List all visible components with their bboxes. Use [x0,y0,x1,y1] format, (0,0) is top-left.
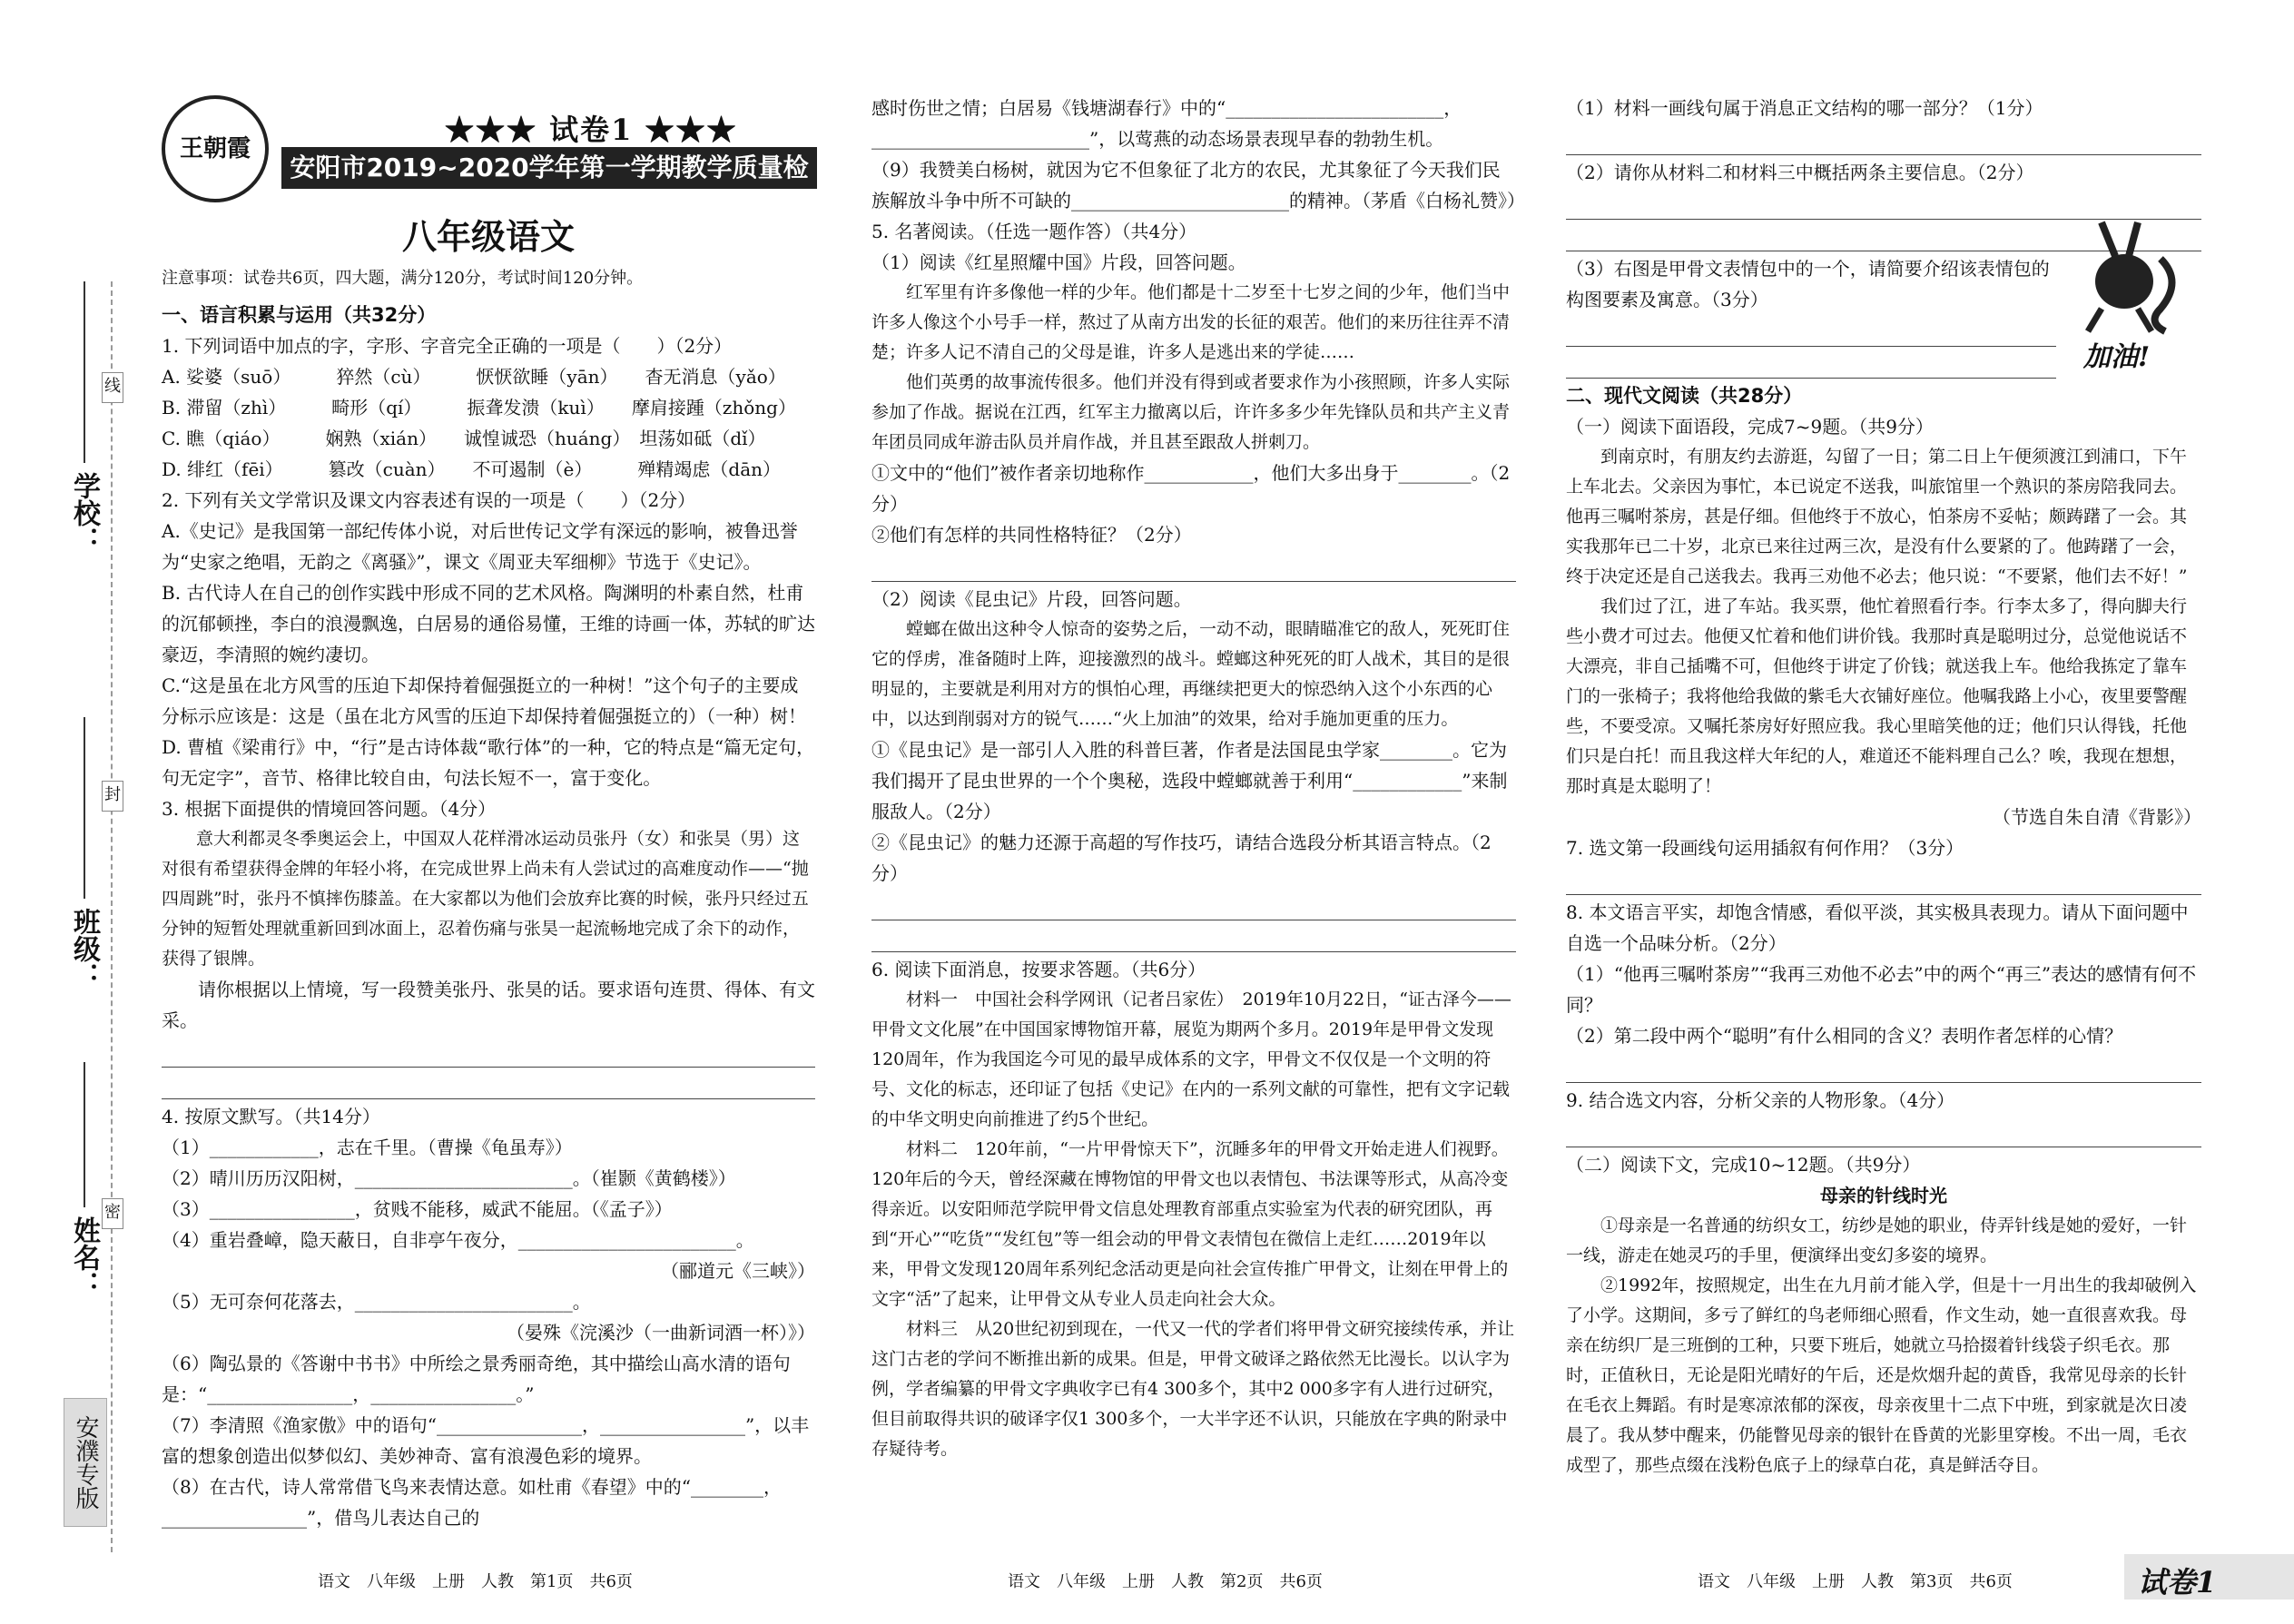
footer-page-3: 语文 八年级 上册 人教 第3页 共6页 [1698,1572,2013,1591]
q7-answer-line[interactable] [1566,865,2201,895]
exam-title: 安阳市2019~2020学年第一学期教学质量检测试卷 [281,147,817,189]
seal-secret-mark: 密 [102,1198,123,1229]
q5-1-sub-1[interactable]: ①文中的“他们”被作者亲切地称作____________，他们大多出身于________。（2分） [871,462,1511,515]
publisher-logo: 王朝霞 [162,95,269,202]
q2-option-d[interactable]: D. 曹植《梁甫行》中，“行”是古诗体裁“歌行体”的一种，它的特点是“篇无定句，句无定字”，音节、格律比较自由，句法长短不一，富于变化。 [162,736,815,789]
seal-line-mark: 线 [102,372,123,403]
column-1 [162,300,815,1533]
exam-number-label: ★★★ 试卷1 ★★★ [445,113,738,147]
reading-1-source: （节选自朱自清《背影》） [1993,806,2201,828]
section-heading-1: 一、语言积累与运用（共32分） [162,304,437,326]
q1-option-d[interactable]: D. 绯红（fēi） 篡改（cuàn） 不可遏制（è） 殚精竭虑（dān） [162,458,782,480]
question-2: 2. 下列有关文学常识及课文内容表述有误的一项是（ ）（2分） [162,489,696,511]
question-4: 4. 按原文默写。（共14分） [162,1106,380,1127]
q2-option-c[interactable]: C.“这是虽在北方风雪的压迫下却保持着倔强挺立的一种树！”这个句子的主要成分标示应该是：这是（虽在北方风雪的压迫下却保持着倔强挺立的）（一种）树！ [162,674,806,727]
q4-item-5[interactable]: （5）无可奈何花落去，________________________。 [162,1291,591,1313]
subject-title: 八年级语文 [401,217,575,257]
q6-sub-3: （3）右图是甲骨文表情包中的一个，请简要介绍该表情包的构图要素及寓意。（3分） [1566,258,2050,310]
q4-item-4[interactable]: （4）重岩叠嶂，隐天蔽日，自非亭午夜分，________________________。 [162,1229,754,1251]
q6-3-answer-line[interactable] [1566,349,2056,379]
question-5: 5. 名著阅读。（任选一题作答）（共4分） [871,221,1197,242]
q1-option-a[interactable]: A. 娑婆（suō） 猝然（cù） 恹恹欲睡（yān） 杳无消息（yǎo） [162,366,786,388]
class-label: 班级： [68,908,100,989]
question-7: 7. 选文第一段画线句运用插叙有何作用？（3分） [1566,837,1964,859]
question-9: 9. 结合选文内容，分析父亲的人物形象。（4分） [1566,1089,1955,1111]
q2-option-a[interactable]: A.《史记》是我国第一部纪传体小说，对后世传记文学有深远的影响，被鲁迅誉为“史家之绝唱，无韵之《离骚》”，课文《周亚夫军细柳》节选于《史记》。 [162,520,798,573]
q6-sub-2: （2）请你从材料二和材料三中概括两条主要信息。（2分） [1566,162,2034,183]
reading-2-heading: 母亲的针线时光 [1820,1185,1947,1206]
q5-2-sub-1[interactable]: ①《昆虫记》是一部引人入胜的科普巨著，作者是法国昆虫学家________。它为我们揭开了昆虫世界的一个个奥秘，选段中螳螂就善于利用“____________”来制服敌人。（2分） [871,739,1508,822]
q4-item-1[interactable]: （1）____________，志在千里。（曹操《龟虽寿》） [162,1137,573,1158]
q5-1-title: （1）阅读《红星照耀中国》片段，回答问题。 [871,251,1246,273]
q1-option-b[interactable]: B. 滞留（zhì） 畸形（qí） 振聋发溃（kuì） 摩肩接踵（zhǒng） [162,397,796,418]
q3-passage: 意大利都灵冬季奥运会上，中国双人花样滑冰运动员张丹（女）和张昊（男）这对很有希望获得金牌的年轻小将，在完成世界上尚未有人尝试过的高难度动作——“抛四周跳”时，张丹不慎摔伤膝盖。在大家都以为他们会放弃比赛的时候，张丹只经过五分钟的短暂处理就重新回到冰面上，忍着伤痛与张昊一起流畅地完成了余下的动作，获得了银牌。 [162,829,809,969]
binding-strip [0,0,145,1624]
q5-1-passage-1: 红军里有许多像他一样的少年。他们都是十二岁至十七岁之间的少年，他们当中许多人像这个小号手一样，熬过了从南方出发的长征的艰苦。他们的来历往往弄不清楚；许多人记不清自己的父母是谁，许多人是逃出来的学徒…… [871,282,1511,362]
column-2 [871,93,1525,1464]
name-label: 姓名： [68,1216,100,1298]
q9-answer-line[interactable] [1566,1117,2201,1147]
seal-seal-mark: 封 [102,781,123,812]
q3-prompt: 请你根据以上情境，写一段赞美张丹、张昊的话。要求语句连贯、得体、有文采。 [162,979,815,1031]
q4-item-4-source: （郦道元《三峡》） [661,1260,815,1282]
q5-2-answer-line[interactable] [871,891,1516,920]
q6-1-answer-line[interactable] [1566,125,2201,155]
school-label: 学校： [68,472,100,554]
q5-2-answer-line[interactable] [871,922,1516,952]
footer-page-1: 语文 八年级 上册 人教 第1页 共6页 [318,1572,633,1591]
q5-1-passage-2: 他们英勇的故事流传很多。他们并没有得到或者要求作为小孩照顾，许多人实际参加了作战。据说在江西，红军主力撤离以后，许许多多少年先锋队员和共产主义青年团员同成年游击队员并肩作战，并且甚至跟敌人拼刺刀。 [871,372,1511,452]
q8-answer-line[interactable] [1566,1053,2201,1083]
q1-option-c[interactable]: C. 瞧（qiáo） 娴熟（xián） 诚惶诚恐（huáng） 坦荡如砥（dǐ） [162,428,766,449]
section-heading-2: 二、现代文阅读（共28分） [1566,385,1803,407]
emoji-caption: 加油! [2083,341,2151,373]
q4-item-5-source: （晏殊《浣溪沙（一曲新词酒一杯）》） [507,1322,815,1343]
q2-option-b[interactable]: B. 古代诗人在自己的创作实践中形成不同的艺术风格。陶渊明的朴素自然，杜甫的沉郁顿挫，李白的浪漫飘逸，白居易的通俗易懂，王维的诗画一体，苏轼的旷达豪迈，李清照的婉约凄切。 [162,582,815,665]
q3-answer-line[interactable] [162,1069,815,1099]
reading-1-para-2: 我们过了江，进了车站。我买票，他忙着照看行李。行李太多了，得向脚夫行些小费才可过去。他便又忙着和他们讲价钱。我那时真是聪明过分，总觉他说话不大漂亮，非自己插嘴不可，但他终于讲定了价钱；就送我上车。他给我拣定了靠车门的一张椅子；我将他给我做的紫毛大衣铺好座位。他嘱我路上小心，夜里要警醒些，不要受凉。又嘱托茶房好好照应我。我心里暗笑他的迂；他们只认得钱，托他们只是白托！而且我这样大年纪的人，难道还不能料理自己么？唉，我现在想想，那时真是太聪明了！ [1566,596,2188,796]
q5-1-answer-line[interactable] [871,552,1516,582]
material-1: 材料一 中国社会科学网讯（记者吕家佐） 2019年10月22日，“证古泽今——甲骨文文化展”在中国国家博物馆开幕，展览为期两个多月。2019年是甲骨文发现120周年，作为我国迄今可见的最早成体系的文字，甲骨文不仅仅是一个文明的符号、文化的标志，还印证了包括《史记》在内的一系列文献的可靠性，把有文字记载的中华文明史向前推进了约5个世纪。 [871,989,1511,1129]
q4-item-8[interactable]: （8）在古代，诗人常常借飞鸟来表情达意。如杜甫《春望》中的“________，________________”，借鸟儿表达自己的 [162,1476,782,1529]
reading-1-para-1: 到南京时，有朋友约去游逛，勾留了一日；第二日上午便须渡江到浦口，下午上车北去。父亲因为事忙，本已说定不送我，叫旅馆里一个熟识的茶房陪我同去。他再三嘱咐茶房，甚是仔细。但他终于不放心，怕茶房不妥帖；颇踌躇了一会。其实我那年已二十岁，北京已来往过两三次，是没有什么要紧的了。他踌躇了一会，终于决定还是自己送我去。我再三劝他不必去；他只说：“不要紧，他们去不好！” [1566,447,2188,586]
q6-2-answer-line[interactable] [1566,190,2201,220]
binding-dashed-line [111,281,113,1552]
q4-item-9[interactable]: （9）我赞美白杨树，就因为它不但象征了北方的农民，尤其象征了今天我们民族解放斗争中所不可缺的________________________的精神。（茅盾《白杨礼赞》） [871,159,1525,212]
edition-badge: 安濮专版 [64,1398,107,1527]
reading-2-para-1: ①母亲是一名普通的纺织女工，纺纱是她的职业，侍弄针线是她的爱好，一针一线，游走在她灵巧的手里，便演绎出变幻多姿的境界。 [1566,1216,2188,1265]
q3-answer-line[interactable] [162,1038,815,1068]
q6-sub-1: （1）材料一画线句属于消息正文结构的哪一部分？（1分） [1566,97,2043,119]
name-blank[interactable] [84,1062,85,1207]
reading-2-para-2: ②1992年，按照规定，出生在九月前才能入学，但是十一月出生的我却破例入了小学。这期间，多亏了鲜红的鸟老师细心照看，作文生动，她一直很喜欢我。母亲在纺织厂是三班倒的工种，只要下班后，她就立马拾掇着针线袋子织毛衣。那时，正值秋日，无论是阳光晴好的午后，还是炊烟升起的黄昏，我常见母亲的长针在毛衣上舞蹈。有时是寒凉浓郁的深夜，母亲夜里十二点下中班，到家就是次日凌晨了。我从梦中醒来，仍能瞥见母亲的银针在昏黄的光影里穿梭。不出一周，毛衣成型了，那些点缀在浅粉色底子上的绿草白花，真是鲜活夺目。 [1566,1275,2197,1475]
q4-item-7[interactable]: （7）李清照《渔家傲》中的语句“________________，________________”，以丰富的想象创造出似梦似幻、美妙神奇、富有浪漫色彩的境界。 [162,1414,810,1467]
material-2: 材料二 120年前，“一片甲骨惊天下”，沉睡多年的甲骨文开始走进人们视野。120年后的今天，曾经深藏在博物馆的甲骨文也以表情包、书法课等形式，从高冷变得亲近。以安阳师范学院甲骨文信息处理教育部重点实验室为代表的研究团队，再到“开心”“吃货”“发红包”等一组会动的甲骨文表情包在微信上走红……2019年以来，甲骨文发现120周年系列纪念活动更是向社会宣传推广甲骨文，让刻在甲骨上的文字“活”了起来，让甲骨文从专业人员走向社会大众。 [871,1139,1509,1309]
q5-2-passage: 螳螂在做出这种令人惊奇的姿势之后，一动不动，眼睛瞄准它的敌人，死死盯住它的俘虏，准备随时上阵，迎接激烈的战斗。螳螂这种死死的盯人战术，其目的是很明显的，主要就是利用对方的惧怕心理，再继续把更大的惊恐纳入这个小东西的心中，以达到削弱对方的锐气……“火上加油”的效果，给对手施加更重的压力。 [871,619,1511,729]
q5-1-sub-2: ②他们有怎样的共同性格特征？（2分） [871,524,1192,546]
material-3: 材料三 从20世纪初到现在，一代又一代的学者们将甲骨文研究接续传承，并让这门古老的学问不断推出新的成果。但是，甲骨文破译之路依然无比漫长。以认字为例，学者编纂的甲骨文字典收字已有4 300多个，其中2 000多字有人进行过研究，但目前取得共识的破译字仅1 300多个，一大半字还不认识，只能放在字典的附录中存疑待考。 [871,1319,1515,1459]
q8-option-2: （2）第二段中两个“聪明”有什么相同的含义？表明作者怎样的心情？ [1566,1025,2123,1047]
q5-2-title: （2）阅读《昆虫记》片段，回答问题。 [871,588,1192,610]
question-6: 6. 阅读下面消息，按要求答题。（共6分） [871,959,1206,980]
q5-2-sub-2: ②《昆虫记》的魅力还源于高超的写作技巧，请结合选段分析其语言特点。（2分） [871,832,1492,884]
q4-item-2[interactable]: （2）晴川历历汉阳树，________________________。（崔颢《黄鹤楼》） [162,1167,736,1189]
oracle-emoji-illustration [2074,218,2201,372]
question-3: 3. 根据下面提供的情境回答问题。（4分） [162,798,497,820]
q4-item-6[interactable]: （6）陶弘景的《答谢中书书》中所绘之景秀丽奇绝，其中描绘山高水清的语句是：“________________，________________。” [162,1353,791,1405]
question-8: 8. 本文语言平实，却饱含情感，看似平淡，其实极具表现力。请从下面问题中自选一个品味分析。（2分） [1566,901,2189,954]
footer-exam-mark: 试卷1 [2138,1565,2217,1599]
q4-item-8-cont[interactable]: 感时伤世之情；白居易《钱塘湖春行》中的“________________________，________________________”，以莺燕的动态场景表现早春的勃勃生机。 [871,97,1462,150]
q4-item-3[interactable]: （3）________________，贫贱不能移，威武不能屈。（《孟子》） [162,1198,673,1220]
footer-page-2: 语文 八年级 上册 人教 第2页 共6页 [1008,1572,1323,1591]
notice-text: 注意事项：试卷共6页，四大题，满分120分，考试时间120分钟。 [162,269,644,288]
q6-3-answer-line[interactable] [1566,317,2056,347]
q8-option-1: （1）“他再三嘱咐茶房”“我再三劝他不必去”中的两个“再三”表达的感情有何不同？ [1566,963,2197,1016]
reading-1-title: （一）阅读下面语段，完成7~9题。（共9分） [1566,416,1934,438]
question-1: 1. 下列词语中加点的字，字形、字音完全正确的一项是（ ）（2分） [162,335,733,357]
school-blank[interactable] [84,281,85,463]
reading-2-title: （二）阅读下文，完成10~12题。（共9分） [1566,1154,1921,1176]
class-blank[interactable] [84,717,85,899]
